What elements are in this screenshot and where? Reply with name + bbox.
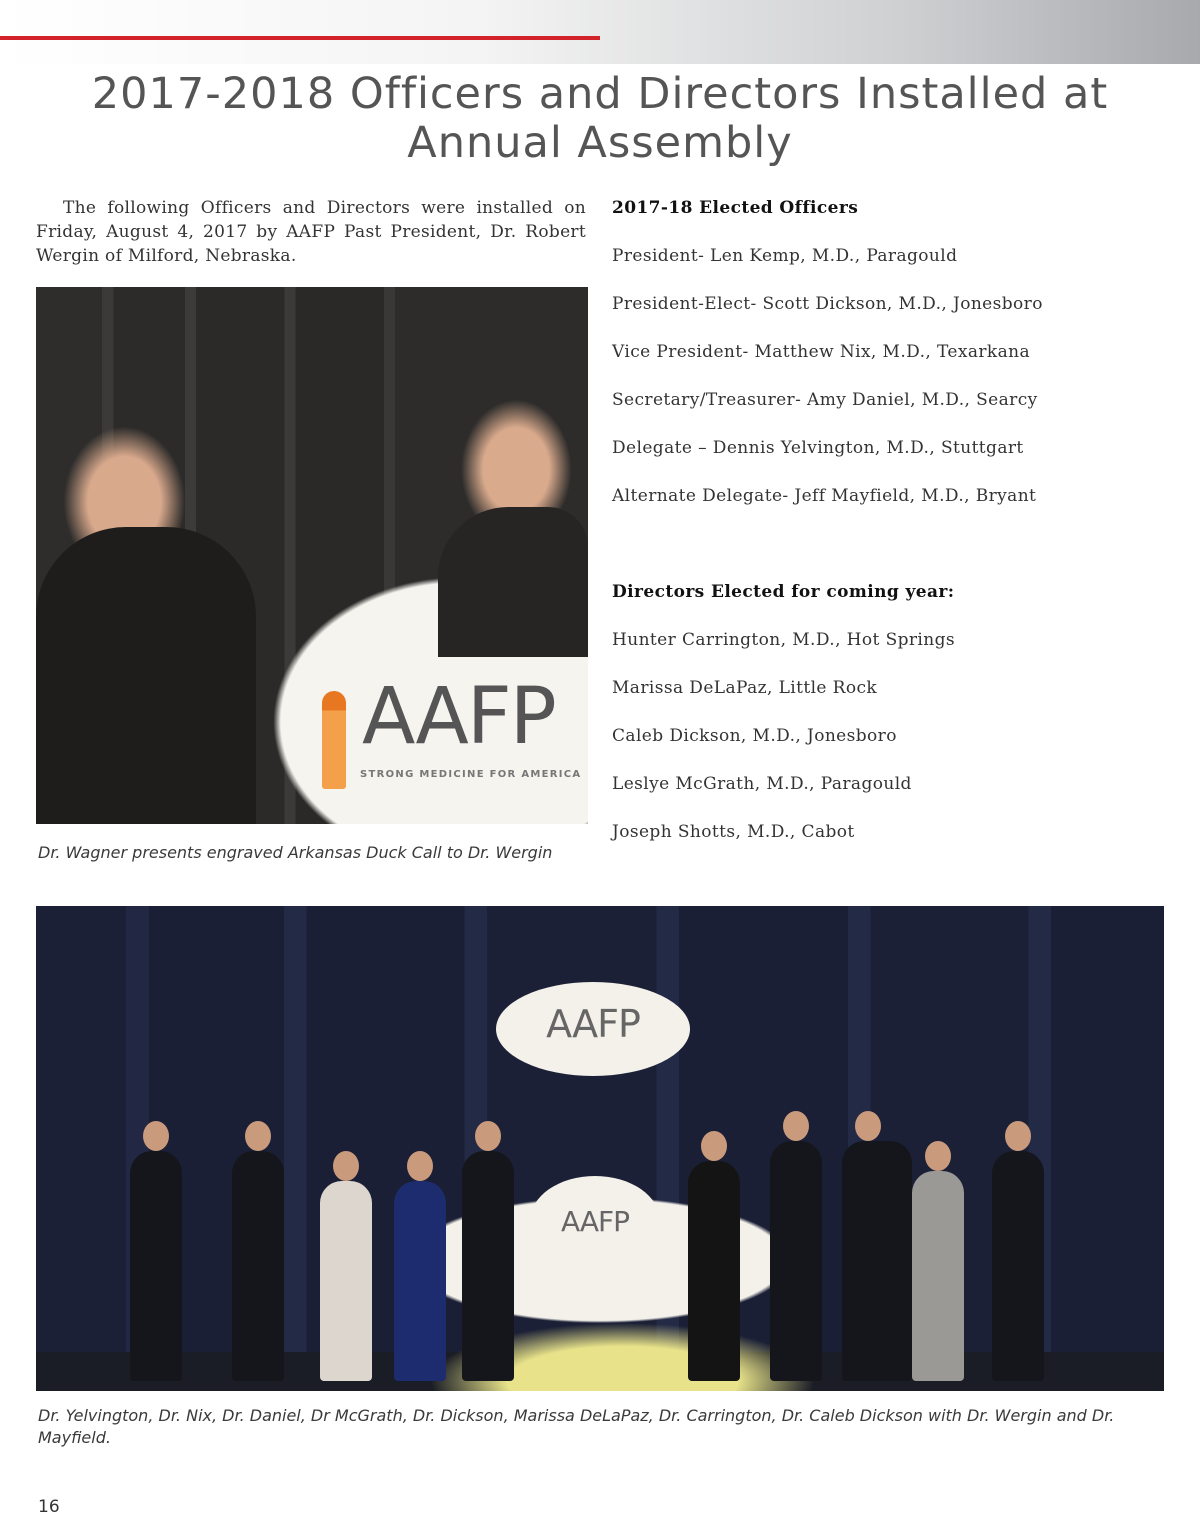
officer-item: Vice President- Matthew Nix, M.D., Texarkana xyxy=(612,342,1031,362)
aafp-stage-logo xyxy=(496,982,690,1076)
officer-item: Delegate – Dennis Yelvington, M.D., Stuttgart xyxy=(612,438,1024,458)
header-gradient-bar xyxy=(0,0,1200,64)
photo-person xyxy=(770,1141,822,1381)
aafp-logo-wordmark: AAFP xyxy=(362,672,555,762)
photo-person xyxy=(992,1151,1044,1381)
photo-person xyxy=(232,1151,284,1381)
directors-heading: Directors Elected for coming year: xyxy=(612,582,955,602)
director-item: Leslye McGrath, M.D., Paragould xyxy=(612,774,912,794)
photo-person xyxy=(842,1141,912,1381)
aafp-torch-icon xyxy=(322,691,346,789)
photo-figure-right xyxy=(438,507,588,657)
officer-item: President- Len Kemp, M.D., Paragould xyxy=(612,246,958,266)
director-item: Marissa DeLaPaz, Little Rock xyxy=(612,678,878,698)
photo-award-presentation xyxy=(36,287,588,824)
header-red-rule xyxy=(0,36,600,40)
photo-person xyxy=(912,1171,964,1381)
officers-heading: 2017-18 Elected Officers xyxy=(612,198,859,218)
aafp-logo-tagline: STRONG MEDICINE FOR AMERICA xyxy=(360,769,582,780)
director-item: Hunter Carrington, M.D., Hot Springs xyxy=(612,630,956,650)
officer-item: Alternate Delegate- Jeff Mayfield, M.D., Bryant xyxy=(612,486,1037,506)
photo-person xyxy=(394,1181,446,1381)
director-item: Joseph Shotts, M.D., Cabot xyxy=(612,822,855,842)
page-number: 16 xyxy=(38,1497,60,1517)
page-title-line-1: 2017-2018 Officers and Directors Installed at xyxy=(91,69,1109,119)
aafp-podium-logo xyxy=(322,672,582,815)
photo-group-stage xyxy=(36,906,1164,1391)
photo-person xyxy=(130,1151,182,1381)
photo-figure-left xyxy=(36,527,256,824)
aafp-podium-logo-wordmark: AAFP xyxy=(560,1205,630,1238)
photo-award-caption: Dr. Wagner presents engraved Arkansas Duck Call to Dr. Wergin xyxy=(38,843,553,862)
aafp-stage-logo-wordmark: AAFP xyxy=(546,1002,640,1046)
photo-person xyxy=(688,1161,740,1381)
officers-directors-column xyxy=(612,196,1172,844)
aafp-podium-logo-small xyxy=(530,1176,660,1266)
intro-paragraph: The following Officers and Directors were installed on Friday, August 4, 2017 by AAFP Past President, Dr. Robert Wergin of Milford, Nebraska. xyxy=(36,198,586,266)
officer-item: Secretary/Treasurer- Amy Daniel, M.D., Searcy xyxy=(612,390,1038,410)
photo-group-caption: Dr. Yelvington, Dr. Nix, Dr. Daniel, Dr McGrath, Dr. Dickson, Marissa DeLaPaz, Dr. Carrington, Dr. Caleb Dickson with Dr. Wergin and Dr. Mayfield. xyxy=(38,1406,1115,1447)
director-item: Caleb Dickson, M.D., Jonesboro xyxy=(612,726,897,746)
page-title-line-2: Annual Assembly xyxy=(407,118,793,168)
photo-person xyxy=(462,1151,514,1381)
officer-item: President-Elect- Scott Dickson, M.D., Jonesboro xyxy=(612,294,1043,314)
photo-person xyxy=(320,1181,372,1381)
page-title xyxy=(40,70,1160,168)
